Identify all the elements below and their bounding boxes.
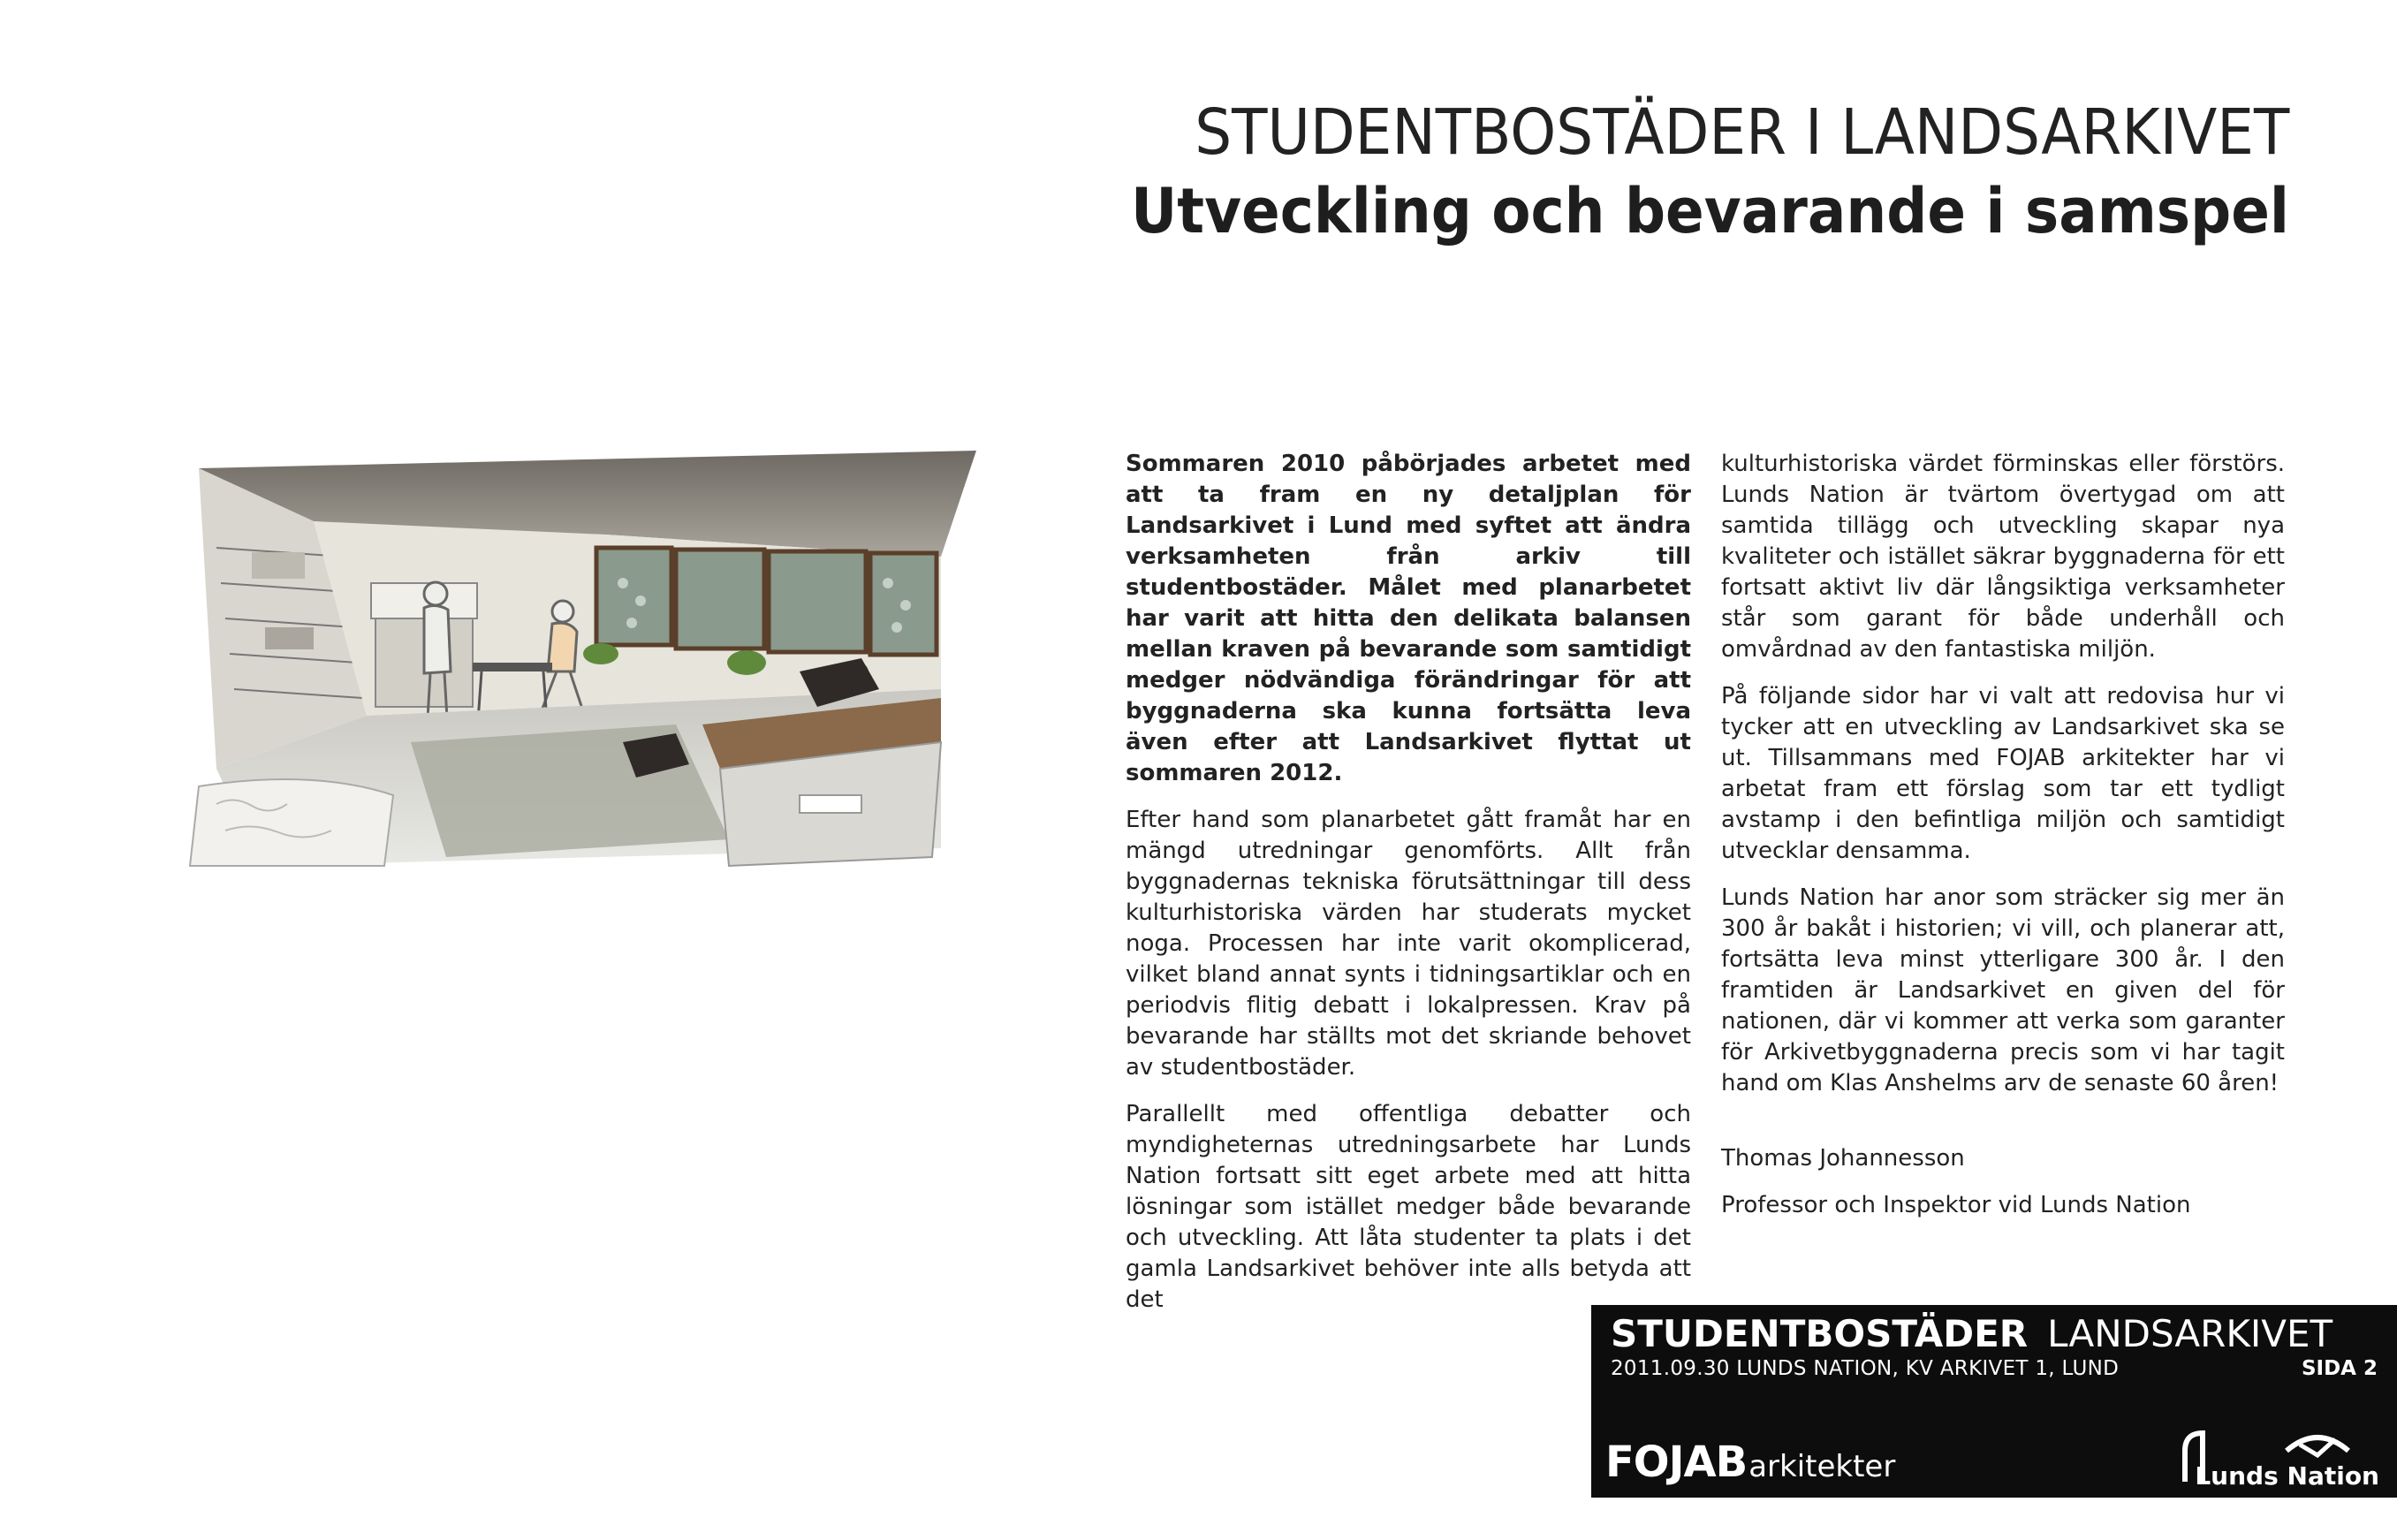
page-number: SIDA 2 bbox=[2301, 1357, 2378, 1380]
signature-name: Thomas Johannesson bbox=[1721, 1145, 1965, 1172]
body-paragraph: Parallellt med offentliga debatter och myndigheternas utredningsarbete har Lunds Nation fortsatt sitt eget arbete med att hitta lösningar som istället medger både bevarande och utveckling. Att låta studenter ta plats i det gamla Landsarkivet behöver inte alls betyda att det bbox=[1126, 1101, 1691, 1313]
footer-title-light: LANDSARKIVET bbox=[2047, 1312, 2333, 1355]
page-title: STUDENTBOSTÄDER I LANDSARKIVET bbox=[1194, 95, 2289, 169]
body-paragraph: kulturhistoriska värdet förminskas eller förstörs. Lunds Nation är tvärtom övertygad om att samtida tillägg och utveckling skapar nya kvaliteter och istället säkrar byggnaderna för ett fortsatt aktivt liv där långsiktiga verksamheter står som garant för både underhåll och omvårdnad av den fantastiska miljön. bbox=[1721, 451, 2285, 663]
fojab-logo bbox=[1605, 1438, 1895, 1487]
fojab-logo-bold: FOJAB bbox=[1605, 1438, 1748, 1487]
footer-title bbox=[1611, 1312, 2333, 1355]
lead-paragraph: Sommaren 2010 påbörjades arbetet med att ta fram en ny detaljplan för Landsarkivet i Lund med syftet att ändra verksamheten från arkiv till studentbostäder. Målet med planarbetet har varit att hitta den delikata balansen mellan kraven på bevarande som samtidigt medger nödvändiga förändringar för att byggnaderna ska kunna fortsätta leva även efter att Landsarkivet flyttat ut sommaren 2012. bbox=[1126, 451, 1691, 786]
body-paragraph: Efter hand som planarbetet gått framåt har en mängd utredningar genomförts. Allt från byggnadernas tekniska förutsättningar till dess kulturhistoriska värden har studerats mycket noga. Processen har inte varit okomplicerad, vilket bland annat synts i tidningsartiklar och en periodvis flitig debatt i lokalpressen. Krav på bevarande har ställts mot det skriande behovet av studentbostäder. bbox=[1126, 807, 1691, 1081]
interior-sketch-illustration bbox=[181, 451, 990, 875]
text-column-2 bbox=[1721, 449, 2285, 1237]
signature-title: Professor och Inspektor vid Lunds Nation bbox=[1721, 1192, 2191, 1218]
page-subtitle: Utveckling och bevarande i samspel bbox=[1131, 175, 2289, 247]
footer-title-bold: STUDENTBOSTÄDER bbox=[1611, 1312, 2029, 1355]
signature-block bbox=[1721, 1143, 2285, 1221]
body-paragraph: På följande sidor har vi valt att redovisa hur vi tycker att en utveckling av Landsarkivet ska se ut. Tillsammans med FOJAB arkitekter har vi arbetat fram ett förslag som tar ett tydligt avstamp i den befintliga miljön och samtidigt utvecklar densamma. bbox=[1721, 683, 2285, 864]
text-column-1 bbox=[1126, 449, 1691, 1331]
lunds-nation-logo-text: Lunds Nation bbox=[2195, 1461, 2379, 1491]
footer-box bbox=[1591, 1305, 2397, 1498]
fojab-logo-light: arkitekter bbox=[1748, 1449, 1896, 1484]
body-paragraph: Lunds Nation har anor som sträcker sig mer än 300 år bakåt i historien; vi vill, och planerar att, fortsätta leva minst ytterligare 300 år. I den framtiden är Landsarkivet en given del för nationen, där vi kommer att verka som garanter för Arkivetbyggnaderna precis som vi har tagit hand om Klas Anshelms arv de senaste 60 åren! bbox=[1721, 884, 2285, 1096]
footer-meta: 2011.09.30 LUNDS NATION, KV ARKIVET 1, LUND bbox=[1611, 1357, 2120, 1380]
